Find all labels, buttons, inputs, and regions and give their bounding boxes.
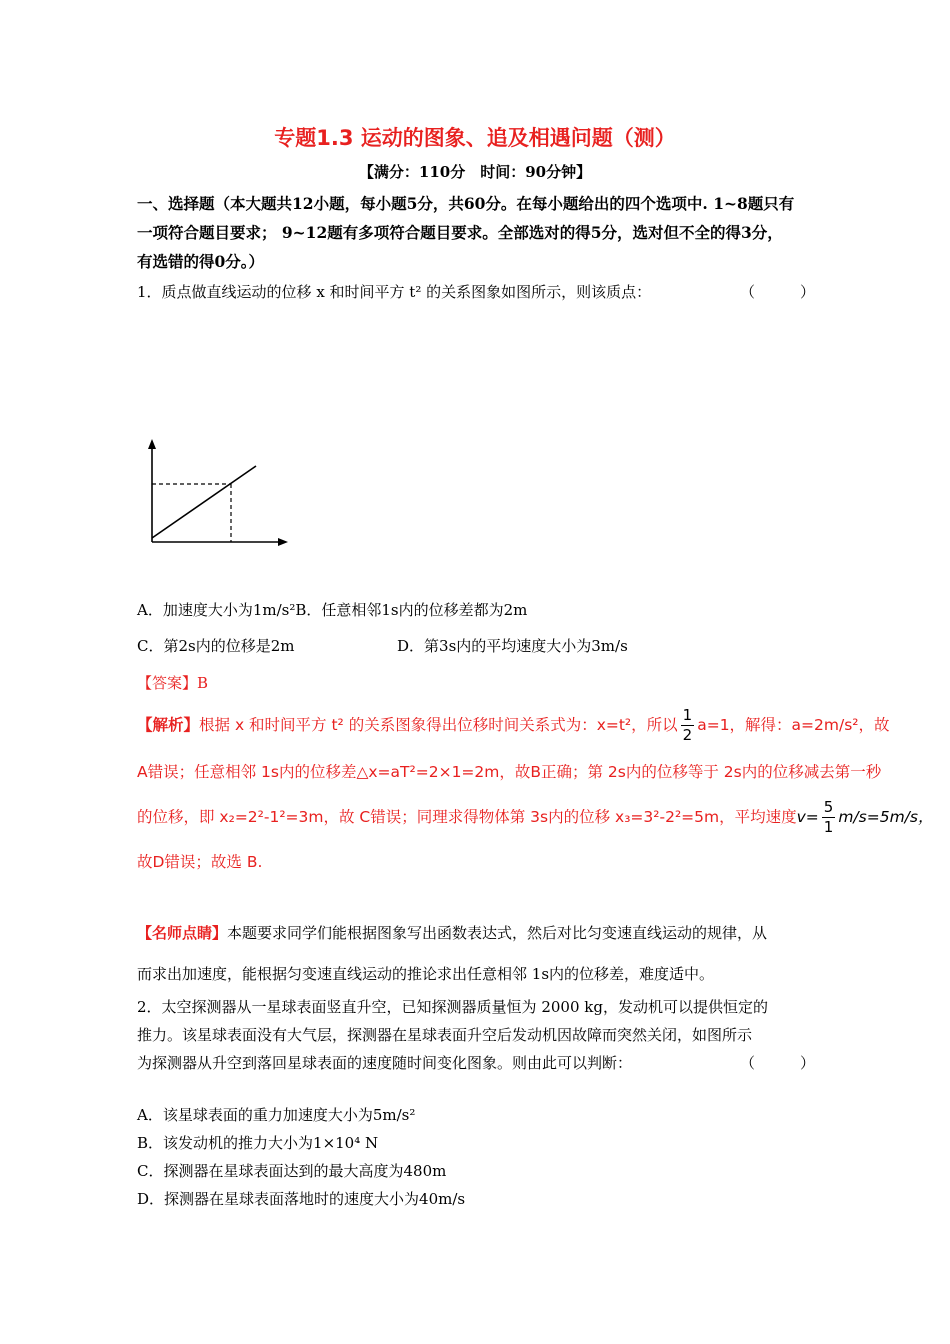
analysis-text-1b: a=1，解得：a=2m/s²，故 xyxy=(697,716,890,734)
q1-answer-blank: （ ） xyxy=(740,283,816,301)
q1-analysis-line2: A错误；任意相邻 1s内的位移差△x=aT²=2×1=2m，故B正确；第 2s内的位移等于 2s内的位移减去第一秒 xyxy=(137,763,882,781)
q2-answer-blank: （ ） xyxy=(740,1054,816,1072)
q1-answer: 【答案】B xyxy=(137,674,209,692)
analysis-text-1a: 根据 x 和时间平方 t² 的关系图象得出位移时间关系式为：x=t²，所以 xyxy=(199,716,678,734)
q2-option-d: D．探测器在星球表面落地时的速度大小为40m/s xyxy=(137,1190,466,1208)
analysis-text-3a: 的位移，即 x₂=2²-1²=3m，故 C错误；同理求得物体第 3s内的位移 x₃=3²-2²=5m，平均速度 xyxy=(137,808,797,826)
page-title: 专题1.3 运动的图象、追及相遇问题（测） xyxy=(274,126,676,150)
analysis-tag: 【解析】 xyxy=(137,716,200,734)
q1-analysis-line4: 故D错误；故选 B. xyxy=(137,853,263,871)
q1-graph xyxy=(140,436,292,548)
q1-option-c: C．第2s内的位移是2m xyxy=(137,637,295,655)
q2-option-c: C．探测器在星球表面达到的最大高度为480m xyxy=(137,1162,447,1180)
graph-line xyxy=(152,466,256,538)
q2-option-b: B．该发动机的推力大小为1×10⁴ N xyxy=(137,1134,379,1152)
section-instructions-line1: 一、选择题（本大题共12小题，每小题5分，共60分。在每小题给出的四个选项中. 1~8题只有 xyxy=(137,194,795,213)
q1-tip-line2: 而求出加速度，能根据匀变速直线运动的推论求出任意相邻 1s内的位移差，难度适中。 xyxy=(137,965,715,983)
y-axis-arrow-icon xyxy=(148,439,156,449)
velocity-bar: v= xyxy=(796,808,819,826)
tip-text-1: 本题要求同学们能根据图象写出函数表达式，然后对比匀变速直线运动的规律，从 xyxy=(227,924,768,942)
fraction-half: $\frac{1}{2}$ xyxy=(682,706,693,744)
exam-meta: 【满分：110分 时间：90分钟】 xyxy=(358,163,592,181)
analysis-text-3b: m/s=5m/s， xyxy=(838,808,934,826)
x-axis-arrow-icon xyxy=(278,538,288,546)
q2-stem-line2: 推力。该星球表面没有大气层，探测器在星球表面升空后发动机因故障而突然关闭，如图所示 xyxy=(137,1026,753,1044)
section-instructions-line3: 有选错的得0分。） xyxy=(137,252,265,271)
tip-tag: 【名师点睛】 xyxy=(137,924,228,942)
section-instructions-line2: 一项符合题目要求； 9~12题有多项符合题目要求。全部选对的得5分，选对但不全的得3分， xyxy=(137,223,783,242)
q2-stem-line1: 2．太空探测器从一星球表面竖直升空，已知探测器质量恒为 2000 kg，发动机可以提供恒定的 xyxy=(137,998,768,1016)
q1-tip-line1 xyxy=(137,922,767,943)
q1-analysis-line3 xyxy=(137,800,933,835)
q1-option-a-b: A．加速度大小为1m/s²B．任意相邻1s内的位移差都为2m xyxy=(137,601,528,619)
q1-analysis-line1 xyxy=(137,708,890,743)
q1-stem: 1．质点做直线运动的位移 x 和时间平方 t² 的关系图象如图所示，则该质点： xyxy=(137,283,652,301)
q2-stem-line3: 为探测器从升空到落回星球表面的速度随时间变化图象。则由此可以判断： xyxy=(137,1054,633,1072)
fraction-five: $\frac{5}{1}$ xyxy=(823,798,834,836)
q1-option-d: D．第3s内的平均速度大小为3m/s xyxy=(397,637,628,655)
q2-option-a: A．该星球表面的重力加速度大小为5m/s² xyxy=(137,1106,416,1124)
